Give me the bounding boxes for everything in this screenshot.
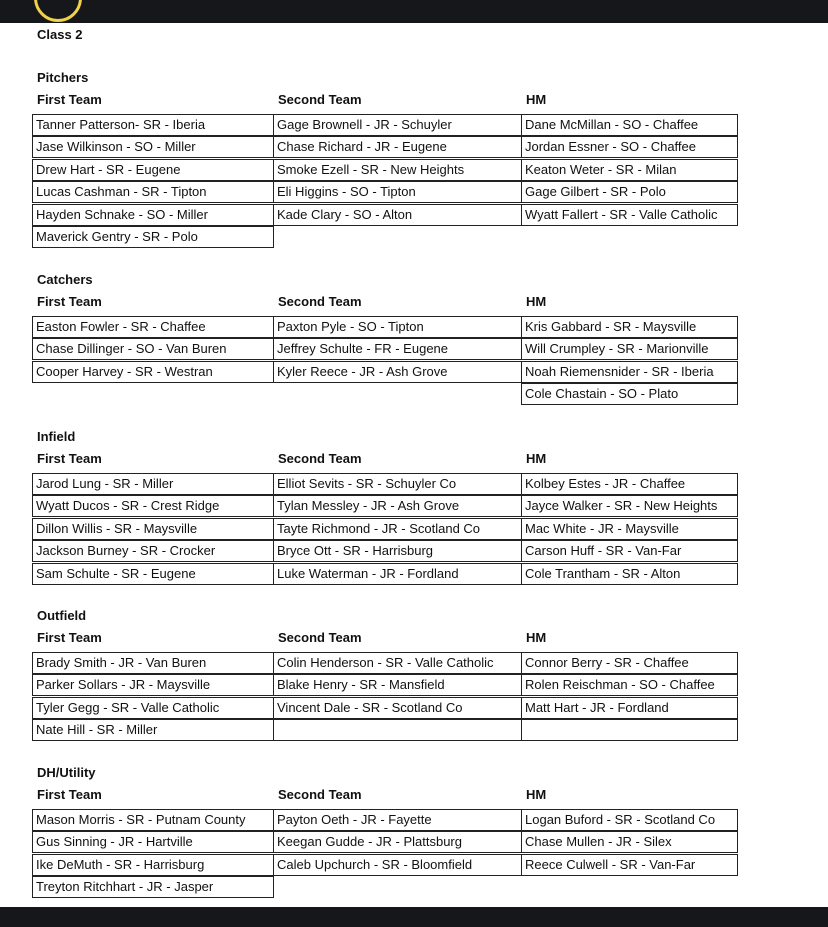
table-cell: Tayte Richmond - JR - Scotland Co — [273, 518, 522, 540]
column-header: HM — [526, 630, 547, 645]
table-cell: Keaton Weter - SR - Milan — [521, 159, 738, 181]
column-header: Second Team — [278, 92, 362, 107]
table-cell: Mac White - JR - Maysville — [521, 518, 738, 540]
table-cell: Dillon Willis - SR - Maysville — [32, 518, 274, 540]
table-cell: Hayden Schnake - SO - Miller — [32, 204, 274, 226]
table-cell: Luke Waterman - JR - Fordland — [273, 563, 522, 585]
table-cell — [273, 719, 522, 741]
table-cell: Drew Hart - SR - Eugene — [32, 159, 274, 181]
section-title: Catchers — [37, 272, 93, 287]
column-header: First Team — [37, 451, 102, 466]
column-header: First Team — [37, 630, 102, 645]
table-cell: Colin Henderson - SR - Valle Catholic — [273, 652, 522, 674]
table-cell: Cole Chastain - SO - Plato — [521, 383, 738, 405]
table-cell: Logan Buford - SR - Scotland Co — [521, 809, 738, 831]
table-cell: Sam Schulte - SR - Eugene — [32, 563, 274, 585]
table-cell: Connor Berry - SR - Chaffee — [521, 652, 738, 674]
table-cell: Cole Trantham - SR - Alton — [521, 563, 738, 585]
column-header: First Team — [37, 294, 102, 309]
table-cell: Treyton Ritchhart - JR - Jasper — [32, 876, 274, 898]
column-header: HM — [526, 787, 547, 802]
table-cell: Will Crumpley - SR - Marionville — [521, 338, 738, 360]
table-cell: Maverick Gentry - SR - Polo — [32, 226, 274, 248]
table-cell: Eli Higgins - SO - Tipton — [273, 181, 522, 203]
table-cell: Jackson Burney - SR - Crocker — [32, 540, 274, 562]
table-cell: Matt Hart - JR - Fordland — [521, 697, 738, 719]
column-header: HM — [526, 92, 547, 107]
column-header: First Team — [37, 92, 102, 107]
table-cell: Kris Gabbard - SR - Maysville — [521, 316, 738, 338]
top-bar — [0, 0, 828, 23]
section-title: Pitchers — [37, 70, 89, 85]
table-cell: Kade Clary - SO - Alton — [273, 204, 522, 226]
table-cell: Kyler Reece - JR - Ash Grove — [273, 361, 522, 383]
table-cell: Jase Wilkinson - SO - Miller — [32, 136, 274, 158]
table-cell: Wyatt Ducos - SR - Crest Ridge — [32, 495, 274, 517]
table-cell: Paxton Pyle - SO - Tipton — [273, 316, 522, 338]
table-cell: Jeffrey Schulte - FR - Eugene — [273, 338, 522, 360]
table-cell: Lucas Cashman - SR - Tipton — [32, 181, 274, 203]
table-cell: Jayce Walker - SR - New Heights — [521, 495, 738, 517]
column-header: HM — [526, 294, 547, 309]
table-cell: Carson Huff - SR - Van-Far — [521, 540, 738, 562]
table-cell: Smoke Ezell - SR - New Heights — [273, 159, 522, 181]
table-cell: Easton Fowler - SR - Chaffee — [32, 316, 274, 338]
table-cell: Tanner Patterson- SR - Iberia — [32, 114, 274, 136]
table-cell: Nate Hill - SR - Miller — [32, 719, 274, 741]
section-title: Outfield — [37, 608, 87, 623]
table-cell: Ike DeMuth - SR - Harrisburg — [32, 854, 274, 876]
table-cell: Dane McMillan - SO - Chaffee — [521, 114, 738, 136]
table-cell: Rolen Reischman - SO - Chaffee — [521, 674, 738, 696]
page-title: Class 2 — [37, 27, 83, 42]
table-cell — [521, 719, 738, 741]
column-header: First Team — [37, 787, 102, 802]
table-cell: Wyatt Fallert - SR - Valle Catholic — [521, 204, 738, 226]
table-cell: Noah Riemensnider - SR - Iberia — [521, 361, 738, 383]
table-cell: Tyler Gegg - SR - Valle Catholic — [32, 697, 274, 719]
table-cell: Jordan Essner - SO - Chaffee — [521, 136, 738, 158]
column-header: Second Team — [278, 294, 362, 309]
table-cell: Parker Sollars - JR - Maysville — [32, 674, 274, 696]
table-cell: Brady Smith - JR - Van Buren — [32, 652, 274, 674]
table-cell: Caleb Upchurch - SR - Bloomfield — [273, 854, 522, 876]
table-cell: Payton Oeth - JR - Fayette — [273, 809, 522, 831]
table-cell: Elliot Sevits - SR - Schuyler Co — [273, 473, 522, 495]
table-cell: Jarod Lung - SR - Miller — [32, 473, 274, 495]
table-cell: Blake Henry - SR - Mansfield — [273, 674, 522, 696]
section-title: Infield — [37, 429, 76, 444]
table-cell: Mason Morris - SR - Putnam County — [32, 809, 274, 831]
table-cell: Gage Gilbert - SR - Polo — [521, 181, 738, 203]
table-cell: Chase Mullen - JR - Silex — [521, 831, 738, 853]
table-cell: Kolbey Estes - JR - Chaffee — [521, 473, 738, 495]
column-header: Second Team — [278, 787, 362, 802]
column-header: Second Team — [278, 630, 362, 645]
section-title: DH/Utility — [37, 765, 96, 780]
table-cell: Chase Richard - JR - Eugene — [273, 136, 522, 158]
table-cell: Reece Culwell - SR - Van-Far — [521, 854, 738, 876]
table-cell: Gage Brownell - JR - Schuyler — [273, 114, 522, 136]
table-cell: Vincent Dale - SR - Scotland Co — [273, 697, 522, 719]
bottom-bar — [0, 907, 828, 927]
table-cell: Keegan Gudde - JR - Plattsburg — [273, 831, 522, 853]
table-cell: Gus Sinning - JR - Hartville — [32, 831, 274, 853]
column-header: Second Team — [278, 451, 362, 466]
table-cell: Bryce Ott - SR - Harrisburg — [273, 540, 522, 562]
column-header: HM — [526, 451, 547, 466]
table-cell: Tylan Messley - JR - Ash Grove — [273, 495, 522, 517]
table-cell: Chase Dillinger - SO - Van Buren — [32, 338, 274, 360]
profile-circle-icon — [34, 0, 82, 22]
table-cell: Cooper Harvey - SR - Westran — [32, 361, 274, 383]
